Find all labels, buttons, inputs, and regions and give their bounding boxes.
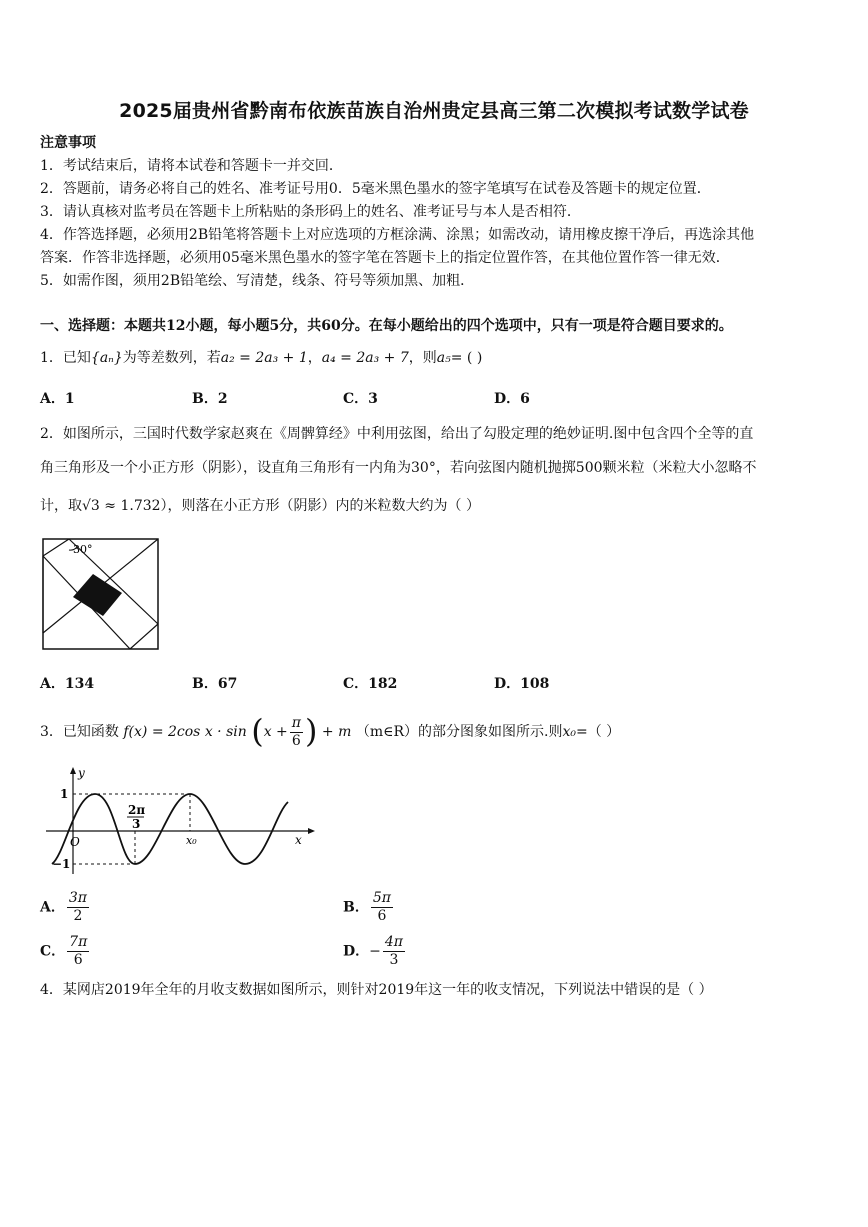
- angle-label: 30°: [73, 543, 93, 556]
- q3-option-c-fraction: $\frac{7\pi}{6}$: [69, 934, 88, 968]
- x-axis-label: x: [295, 833, 302, 847]
- x-axis-arrow: [308, 828, 315, 834]
- origin-label: O: [70, 835, 80, 849]
- shaded-square: [73, 574, 122, 616]
- sine-curve: [52, 794, 288, 864]
- sine-graph: [40, 764, 320, 876]
- tick-2pi-over-3-num: 2π: [128, 803, 146, 817]
- q1-prefix: 1．已知: [40, 350, 91, 366]
- q3-option-c[interactable]: C． $\frac{7\pi}{6}$: [40, 934, 88, 968]
- q1-equation-1: a₂ = 2a₃ + 1: [220, 350, 308, 366]
- q1-option-b[interactable]: B．2: [192, 391, 228, 407]
- notice-item: 答案．作答非选择题，必须用05毫米黑色墨水的签字笔在答题卡上的指定位置作答，在其他位置作答一律无效．: [40, 250, 730, 266]
- question-1: [40, 347, 482, 367]
- q1-option-c[interactable]: C．3: [343, 391, 378, 407]
- q1-sequence: {aₙ}: [90, 350, 123, 366]
- q1-then: ，则: [408, 350, 437, 366]
- q1-option-a[interactable]: A．1: [40, 391, 75, 407]
- q2-option-c[interactable]: C．182: [343, 676, 398, 692]
- q2-option-d[interactable]: D．108: [494, 676, 550, 692]
- chord-line: [130, 624, 158, 649]
- q3-plus-m: + m: [321, 724, 352, 740]
- q2-line-3: [40, 495, 480, 515]
- notice-heading: 注意事项: [40, 135, 96, 151]
- q2-option-b[interactable]: B．67: [192, 676, 238, 692]
- q1-mid: 为等差数列，若: [122, 350, 221, 366]
- q3-option-d[interactable]: D．− $\frac{4\pi}{3}$: [343, 934, 403, 968]
- notice-item: 1．考试结束后，请将本试卷和答题卡一并交回．: [40, 158, 343, 174]
- y-tick-1: 1: [60, 787, 69, 801]
- pinwheel-diagram: [40, 536, 162, 652]
- q3-prefix: 3．已知函数: [40, 724, 119, 740]
- q1-target: a₅: [436, 350, 451, 366]
- q3-paren-close: ): [304, 712, 318, 750]
- q3-mid: 的部分图象如图所示.则: [418, 724, 563, 740]
- q1-option-d[interactable]: D．6: [494, 391, 530, 407]
- q3-x0: x₀: [562, 724, 576, 740]
- q2-line-3-post: ），则落在小正方形（阴影）内的米粒数大约为（ ）: [160, 498, 480, 514]
- q2-option-a[interactable]: A．134: [40, 676, 95, 692]
- q1-sep: ，: [307, 350, 322, 366]
- chord-line: [43, 539, 69, 556]
- q3-option-b-fraction: $\frac{5\pi}{6}$: [372, 890, 391, 924]
- q3-function: f(x) = 2cos x · sin: [123, 724, 247, 740]
- q3-tail: =（ ）: [575, 724, 621, 740]
- question-3: [40, 712, 620, 750]
- y-axis-arrow: [70, 767, 76, 774]
- q1-tail: = ( ): [450, 350, 483, 366]
- q3-paren-open: (: [251, 712, 264, 750]
- q3-option-b[interactable]: B． $\frac{5\pi}{6}$: [343, 890, 391, 924]
- y-tick-neg-1: −1: [52, 857, 71, 871]
- tick-2pi-over-3-den: 3: [132, 817, 141, 831]
- page-title: 2025届贵州省黔南布依族苗族自治州贵定县高三第二次模拟考试数学试卷: [119, 100, 749, 122]
- notice-item: 5．如需作图，须用2B铅笔绘、写清楚，线条、符号等须加黑、加粗．: [40, 273, 475, 289]
- section-heading: 一、选择题：本题共12小题，每小题5分，共60分。在每小题给出的四个选项中，只有一项是符合题目要求的。: [40, 318, 733, 334]
- question-4: 4．某网店2019年全年的月收支数据如图所示，则针对2019年这一年的收支情况，下列说法中错误的是（ ）: [40, 982, 713, 998]
- q2-sqrt-approx: √3 ≈ 1.732: [82, 498, 161, 514]
- q3-option-a[interactable]: A． $\frac{3\pi}{2}$: [40, 890, 87, 924]
- notice-item: 2．答题前，请务必将自己的姓名、准考证号用0．5毫米黑色墨水的签字笔填写在试卷及答题卡的规定位置．: [40, 181, 711, 197]
- notice-item: 4．作答选择题，必须用2B铅笔将答题卡上对应选项的方框涂满、涂黑；如需改动，请用橡皮擦干净后，再选涂其他: [40, 227, 755, 243]
- q2-line-3-pre: 计，取: [40, 498, 82, 514]
- q3-option-a-fraction: $\frac{3\pi}{2}$: [68, 890, 87, 924]
- tick-x0: x₀: [186, 834, 197, 847]
- notice-item: 3．请认真核对监考员在答题卡上所粘贴的条形码上的姓名、准考证号与本人是否相符．: [40, 204, 581, 220]
- y-axis-label: y: [78, 766, 85, 780]
- q3-option-d-fraction: $\frac{4\pi}{3}$: [384, 934, 403, 968]
- q2-line-1: 2．如图所示，三国时代数学家赵爽在《周髀算经》中利用弦图，给出了勾股定理的绝妙证明.图中包含四个全等的直: [40, 426, 754, 442]
- q2-line-2: 角三角形及一个小正方形（阴影），设直角三角形有一内角为30°，若向弦图内随机抛掷500颗米粒（米粒大小忽略不: [40, 460, 757, 476]
- q3-x-plus: x +: [263, 724, 288, 740]
- q1-equation-2: a₄ = 2a₃ + 7: [321, 350, 409, 366]
- q3-condition: （m∈R）: [355, 724, 419, 740]
- q3-pi-over-6: $\frac{\pi}{6}$: [291, 714, 301, 749]
